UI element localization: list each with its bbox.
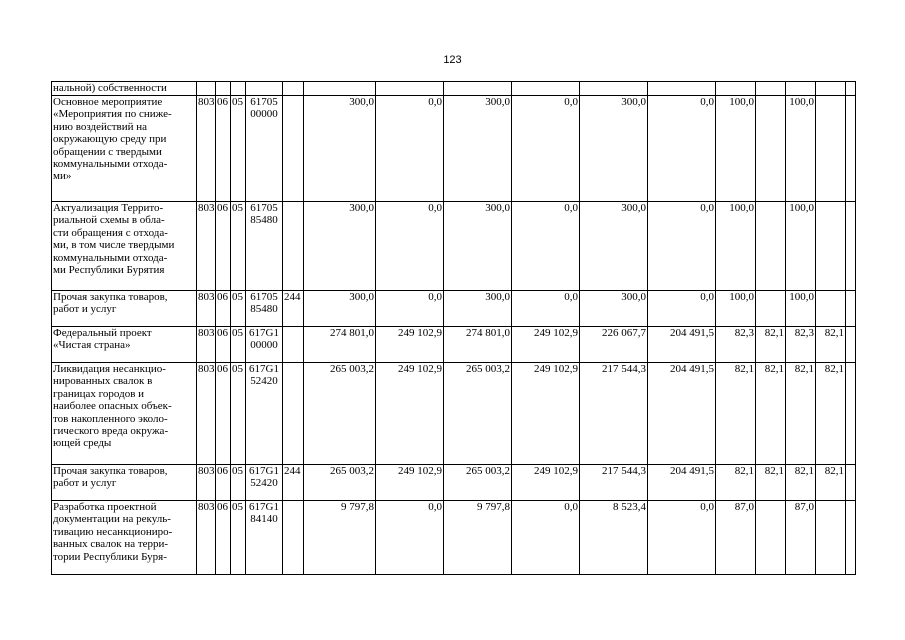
cell-csr: 61705 00000 <box>246 96 283 202</box>
page-number: 123 <box>443 54 462 66</box>
cell-name: Федеральный проект «Чистая страна» <box>52 327 197 363</box>
cell-pct-3 <box>786 82 816 96</box>
cell-plan-4: 249 102,9 <box>512 363 580 465</box>
cell-pct-1: 100,0 <box>716 291 756 327</box>
cell-pct-1: 100,0 <box>716 202 756 291</box>
cell-csr: 617G1 52420 <box>246 363 283 465</box>
table-row <box>52 82 856 96</box>
cell-pct-2 <box>756 96 786 202</box>
cell-plan-1: 300,0 <box>304 291 376 327</box>
cell-fact-2 <box>648 82 716 96</box>
cell-pct-3: 82,1 <box>786 363 816 465</box>
cell-vr <box>283 96 304 202</box>
cell-extra <box>846 96 856 202</box>
cell-csr: 61705 85480 <box>246 202 283 291</box>
table-row <box>52 501 856 575</box>
cell-plan-4: 0,0 <box>512 202 580 291</box>
cell-pct-1: 82,3 <box>716 327 756 363</box>
cell-pct-3: 82,1 <box>786 465 816 501</box>
cell-pct-3: 87,0 <box>786 501 816 575</box>
cell-plan-1 <box>304 82 376 96</box>
cell-pct-2: 82,1 <box>756 363 786 465</box>
cell-pct-4 <box>816 202 846 291</box>
cell-extra <box>846 501 856 575</box>
cell-pct-2 <box>756 82 786 96</box>
cell-rz: 06 <box>216 202 231 291</box>
cell-rz: 06 <box>216 363 231 465</box>
cell-plan-3 <box>444 82 512 96</box>
cell-fact-2: 0,0 <box>648 501 716 575</box>
cell-plan-3: 300,0 <box>444 96 512 202</box>
cell-plan-3: 265 003,2 <box>444 465 512 501</box>
table-row <box>52 327 856 363</box>
cell-fact-2: 204 491,5 <box>648 327 716 363</box>
cell-plan-3: 9 797,8 <box>444 501 512 575</box>
cell-fact-1: 217 544,3 <box>580 465 648 501</box>
cell-pct-3: 100,0 <box>786 96 816 202</box>
cell-fact-1: 226 067,7 <box>580 327 648 363</box>
cell-plan-2: 0,0 <box>376 501 444 575</box>
table-row <box>52 363 856 465</box>
table-row <box>52 202 856 291</box>
cell-plan-1: 265 003,2 <box>304 363 376 465</box>
cell-plan-4: 249 102,9 <box>512 465 580 501</box>
cell-fact-1: 300,0 <box>580 202 648 291</box>
cell-pct-4 <box>816 291 846 327</box>
cell-pct-4 <box>816 501 846 575</box>
cell-vr <box>283 202 304 291</box>
cell-pr: 05 <box>231 501 246 575</box>
cell-pct-1: 82,1 <box>716 465 756 501</box>
cell-plan-3: 300,0 <box>444 202 512 291</box>
cell-plan-2: 0,0 <box>376 291 444 327</box>
table-row <box>52 291 856 327</box>
cell-plan-2 <box>376 82 444 96</box>
cell-fact-2: 204 491,5 <box>648 465 716 501</box>
cell-fact-2: 0,0 <box>648 96 716 202</box>
cell-pct-2 <box>756 291 786 327</box>
cell-plan-2: 0,0 <box>376 96 444 202</box>
cell-csr: 617G1 52420 <box>246 465 283 501</box>
table-row <box>52 465 856 501</box>
cell-pr: 05 <box>231 96 246 202</box>
cell-pct-2 <box>756 501 786 575</box>
cell-extra <box>846 291 856 327</box>
cell-vr <box>283 327 304 363</box>
cell-pct-2: 82,1 <box>756 465 786 501</box>
cell-pr: 05 <box>231 465 246 501</box>
cell-plan-1: 274 801,0 <box>304 327 376 363</box>
cell-plan-4: 0,0 <box>512 96 580 202</box>
cell-vr <box>283 82 304 96</box>
cell-extra <box>846 363 856 465</box>
cell-fact-1: 300,0 <box>580 96 648 202</box>
cell-gv: 803 <box>197 327 216 363</box>
cell-plan-4: 0,0 <box>512 291 580 327</box>
cell-plan-1: 300,0 <box>304 202 376 291</box>
cell-plan-2: 249 102,9 <box>376 363 444 465</box>
cell-name: Основное мероприятие «Мероприятия по сниже- нию воздействий на окружающую среду при обращении с твердыми коммунальными отхода- ми» <box>52 96 197 202</box>
cell-pr: 05 <box>231 327 246 363</box>
cell-vr: 244 <box>283 465 304 501</box>
cell-pct-1: 82,1 <box>716 363 756 465</box>
cell-rz: 06 <box>216 501 231 575</box>
cell-plan-4: 249 102,9 <box>512 327 580 363</box>
cell-pct-1 <box>716 82 756 96</box>
cell-plan-1: 265 003,2 <box>304 465 376 501</box>
cell-name: Разработка проектной документации на рекуль- тивацию несанкциониро- ванных свалок на терри- тории Республики Буря- <box>52 501 197 575</box>
cell-plan-3: 300,0 <box>444 291 512 327</box>
cell-pct-3: 82,3 <box>786 327 816 363</box>
cell-plan-2: 249 102,9 <box>376 327 444 363</box>
table-row <box>52 96 856 202</box>
cell-gv: 803 <box>197 96 216 202</box>
cell-pct-4 <box>816 82 846 96</box>
cell-rz: 06 <box>216 291 231 327</box>
cell-vr <box>283 501 304 575</box>
cell-rz: 06 <box>216 96 231 202</box>
cell-fact-1: 300,0 <box>580 291 648 327</box>
cell-gv: 803 <box>197 291 216 327</box>
cell-extra <box>846 465 856 501</box>
cell-gv: 803 <box>197 465 216 501</box>
cell-fact-1: 217 544,3 <box>580 363 648 465</box>
cell-name: Ликвидация несанкцио- нированных свалок в границах городов и наиболее опасных объек- тов накопленного эколо- гического вреда окружа- ющей среды <box>52 363 197 465</box>
cell-gv: 803 <box>197 501 216 575</box>
cell-pct-1: 100,0 <box>716 96 756 202</box>
cell-vr <box>283 363 304 465</box>
cell-pr: 05 <box>231 363 246 465</box>
cell-pct-4: 82,1 <box>816 327 846 363</box>
cell-plan-4 <box>512 82 580 96</box>
cell-pct-2: 82,1 <box>756 327 786 363</box>
cell-rz: 06 <box>216 465 231 501</box>
cell-pct-4 <box>816 96 846 202</box>
cell-extra <box>846 82 856 96</box>
cell-plan-3: 265 003,2 <box>444 363 512 465</box>
cell-csr: 617G1 84140 <box>246 501 283 575</box>
cell-csr: 617G1 00000 <box>246 327 283 363</box>
cell-plan-4: 0,0 <box>512 501 580 575</box>
cell-gv: 803 <box>197 363 216 465</box>
cell-extra <box>846 327 856 363</box>
cell-extra <box>846 202 856 291</box>
cell-plan-1: 9 797,8 <box>304 501 376 575</box>
cell-rz: 06 <box>216 327 231 363</box>
cell-csr <box>246 82 283 96</box>
budget-table <box>51 81 856 575</box>
cell-pct-4: 82,1 <box>816 363 846 465</box>
cell-gv <box>197 82 216 96</box>
cell-vr: 244 <box>283 291 304 327</box>
cell-pr: 05 <box>231 202 246 291</box>
cell-pr <box>231 82 246 96</box>
cell-pct-2 <box>756 202 786 291</box>
cell-pct-4: 82,1 <box>816 465 846 501</box>
cell-pct-1: 87,0 <box>716 501 756 575</box>
cell-pr: 05 <box>231 291 246 327</box>
cell-name: Прочая закупка товаров, работ и услуг <box>52 291 197 327</box>
cell-rz <box>216 82 231 96</box>
cell-plan-3: 274 801,0 <box>444 327 512 363</box>
cell-fact-1 <box>580 82 648 96</box>
cell-pct-3: 100,0 <box>786 202 816 291</box>
cell-name: нальной) собственности <box>52 82 197 96</box>
cell-name: Актуализация Террито- риальной схемы в обла- сти обращения с отхода- ми, в том числе твердыми коммунальными отхода- ми Республики Бурятия <box>52 202 197 291</box>
cell-plan-1: 300,0 <box>304 96 376 202</box>
cell-fact-1: 8 523,4 <box>580 501 648 575</box>
cell-plan-2: 249 102,9 <box>376 465 444 501</box>
cell-name: Прочая закупка товаров, работ и услуг <box>52 465 197 501</box>
cell-pct-3: 100,0 <box>786 291 816 327</box>
cell-fact-2: 0,0 <box>648 291 716 327</box>
cell-fact-2: 204 491,5 <box>648 363 716 465</box>
cell-gv: 803 <box>197 202 216 291</box>
cell-plan-2: 0,0 <box>376 202 444 291</box>
cell-csr: 61705 85480 <box>246 291 283 327</box>
cell-fact-2: 0,0 <box>648 202 716 291</box>
